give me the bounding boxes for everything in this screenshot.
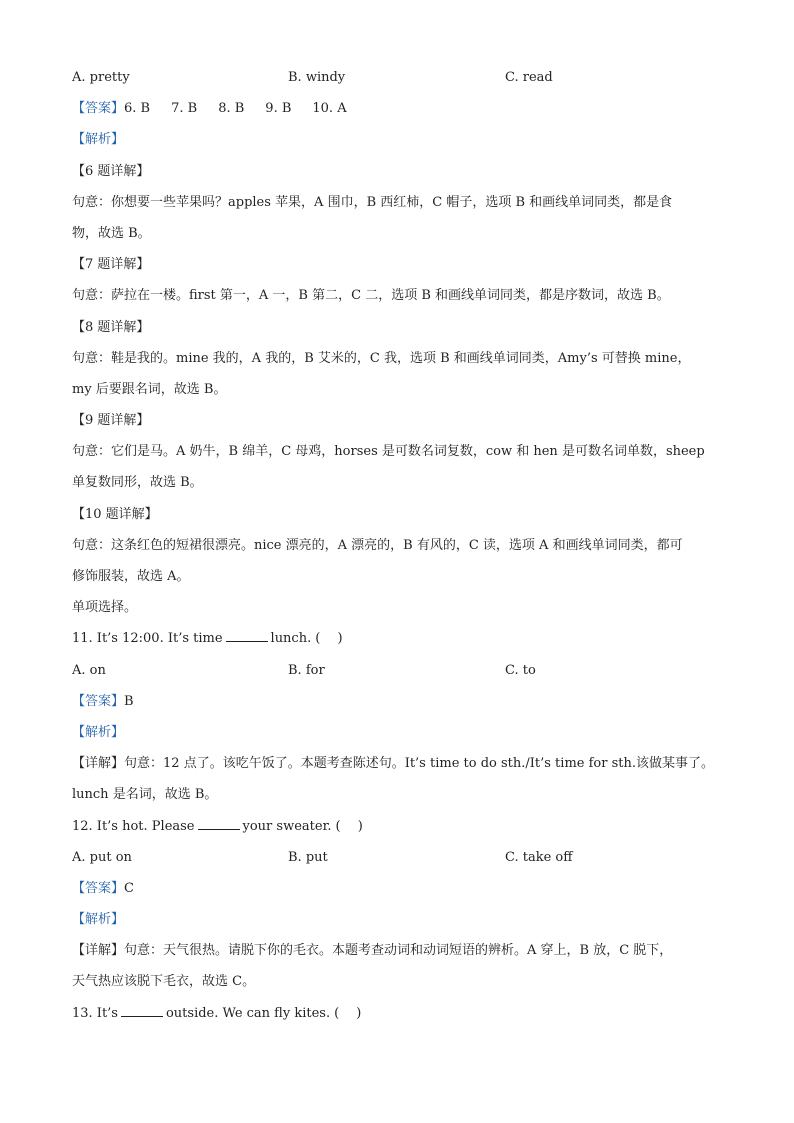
option-c: C. to [505, 662, 536, 678]
q12-answer [72, 873, 722, 904]
q10-options-row [72, 62, 722, 93]
explanation-heading: 【9 题详解】 [72, 413, 150, 429]
answer-item: 9. B [265, 101, 292, 117]
answer-parenthesis: ( ) [334, 1005, 362, 1021]
analysis-label: 【解析】 [72, 724, 125, 740]
option-a: A. put on [72, 849, 132, 865]
question-stem: 11. It’s 12:00. It’s time [72, 631, 223, 647]
detail-label: 【详解】 [72, 756, 125, 772]
option-c: C. read [505, 70, 553, 85]
q11-options-row [72, 655, 722, 686]
option-a: A. pretty [72, 70, 130, 85]
answer-label: 【答案】 [72, 880, 125, 896]
option-b: B. put [288, 849, 328, 865]
question-stem-end: outside. We can fly kites. [165, 1005, 331, 1021]
explanation-line: 句意：这条红色的短裙很漂亮。nice 漂亮的，A 漂亮的，B 有风的，C 读，选项 A 和画线单词同类，都可 [72, 537, 683, 553]
answer-label: 【答案】 [72, 693, 125, 709]
analysis-heading [72, 124, 722, 155]
exam-page [72, 62, 722, 1029]
question-13 [72, 998, 722, 1029]
explanation-line: 句意：你想要一些苹果吗？apples 苹果，A 围巾，B 西红柿，C 帽子，选项 B 和画线单词同类，都是食 [72, 194, 673, 210]
answer-value: B [124, 693, 134, 709]
explanation-heading: 【10 题详解】 [72, 506, 158, 522]
answer-item: 10. A [312, 101, 347, 117]
question-stem: 12. It’s hot. Please [72, 818, 195, 834]
explanation-heading: 【6 题详解】 [72, 163, 150, 179]
q11-detail-line: lunch 是名词，故选 B。 [72, 787, 218, 803]
question-stem: 13. It’s [72, 1005, 118, 1021]
q11-analysis-heading [72, 717, 722, 748]
explanation-heading: 【8 题详解】 [72, 319, 150, 335]
question-stem-end: lunch. [270, 631, 312, 647]
answers-row [72, 93, 722, 124]
detail-text: 句意：12 点了。该吃午饭了。本题考查陈述句。It’s time to do sth./It’s time for sth.该做某事了。 [124, 756, 714, 772]
q12-options-row [72, 842, 722, 873]
option-b: B. for [288, 662, 325, 678]
explanation-line: my 后要跟名词，故选 B。 [72, 381, 227, 397]
analysis-label: 【解析】 [72, 912, 125, 928]
answer-item: 6. B [124, 101, 151, 117]
answer-item: 8. B [218, 101, 245, 117]
q12-detail [72, 935, 722, 966]
answer-blank [226, 630, 268, 642]
detail-label: 【详解】 [72, 943, 125, 959]
answer-parenthesis: ( ) [335, 818, 363, 834]
detail-text: 句意：天气很热。请脱下你的毛衣。本题考查动词和动词短语的辨析。A 穿上，B 放，C 脱下， [124, 943, 673, 959]
q11-answer [72, 686, 722, 717]
explanation-heading: 【7 题详解】 [72, 257, 150, 273]
question-11 [72, 623, 722, 654]
explanation-line: 修饰服装，故选 A。 [72, 569, 190, 584]
explanation-line: 句意：鞋是我的。mine 我的，A 我的，B 艾米的，C 我，选项 B 和画线单词同类，Amy’s 可替换 mine， [72, 350, 691, 366]
option-b: B. windy [288, 70, 346, 85]
answer-label: 【答案】 [72, 101, 125, 117]
question-stem-end: your sweater. [242, 818, 332, 834]
question-12 [72, 811, 722, 842]
explanation-line: 单复数同形，故选 B。 [72, 475, 203, 491]
answer-parenthesis: ( ) [315, 631, 343, 647]
answer-item: 7. B [171, 101, 198, 117]
option-c: C. take off [505, 849, 573, 865]
q12-analysis-heading [72, 904, 722, 935]
q12-detail-line: 天气热应该脱下毛衣，故选 C。 [72, 974, 256, 990]
answer-value: C [124, 880, 134, 896]
answer-blank [198, 818, 240, 830]
option-a: A. on [72, 662, 106, 678]
explanation-line: 句意：萨拉在一楼。first 第一，A 一，B 第二，C 二，选项 B 和画线单词同类，都是序数词，故选 B。 [72, 288, 670, 304]
explanation-line: 句意：它们是马。A 奶牛，B 绵羊，C 母鸡，horses 是可数名词复数，cow 和 hen 是可数名词单数，sheep [72, 444, 705, 460]
q11-detail [72, 748, 722, 779]
answer-blank [121, 1005, 163, 1017]
explanation-line: 物，故选 B。 [72, 225, 151, 241]
analysis-label: 【解析】 [72, 132, 125, 148]
section-title: 单项选择。 [72, 600, 138, 616]
